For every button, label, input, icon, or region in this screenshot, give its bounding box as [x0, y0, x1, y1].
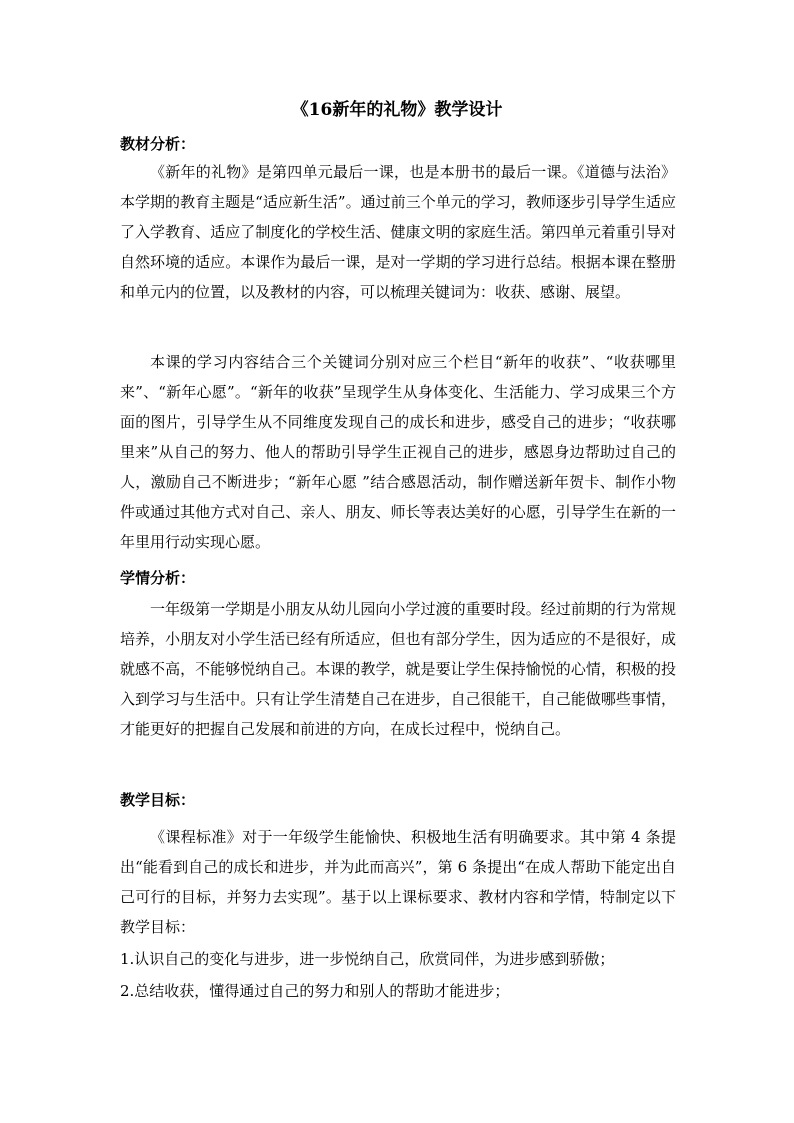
- paragraph-textbook-analysis-2: 本课的学习内容结合三个关键词分别对应三个栏目“新年的收获”、“收获哪里来”、“新年心愿”。“新年的收获”呈现学生从身体变化、生活能力、学习成果三个方面的图片，引导学生从不同维度发现自己的成长和进步，感受自己的进步；“收获哪里来”从自己的努力、他人的帮助引导学生正视自己的进步，感恩身边帮助过自己的人，激励自己不断进步；“新年心愿 ”结合感恩活动，制作赠送新年贺卡、制作小物件或通过其他方式对自己、亲人、朋友、师长等表达美好的心愿，引导学生在新的一年里用行动实现心愿。: [120, 353, 676, 551]
- section-heading-student-analysis: 学情分析：: [120, 569, 196, 587]
- paragraph-textbook-analysis-1: 《新年的礼物》是第四单元最后一课，也是本册书的最后一课。《道德与法治》本学期的教育主题是“适应新生活”。通过前三个单元的学习，教师逐步引导学生适应了入学教育、适应了制度化的学校生活、健康文明的家庭生活。第四单元着重引导对自然环境的适应。本课作为最后一课，是对一学期的学习进行总结。根据本课在整册和单元内的位置，以及教材的内容，可以梳理关键词为：收获、感谢、展望。: [120, 163, 676, 301]
- section-heading-textbook-analysis: 教材分析：: [120, 135, 196, 153]
- paragraph-student-analysis: 一年级第一学期是小朋友从幼儿园向小学过渡的重要时段。经过前期的行为常规培养，小朋友对小学生活已经有所适应，但也有部分学生，因为适应的不是很好，成就感不高，不能够悦纳自己。本课的教学，就是要让学生保持愉悦的心情，积极的投入到学习与生活中。只有让学生清楚自己在进步，自己很能干，自己能做哪些事情，才能更好的把握自己发展和前进的方向，在成长过程中，悦纳自己。: [120, 600, 676, 738]
- section-heading-teaching-objectives: 教学目标：: [120, 791, 196, 809]
- document-title: 《16新年的礼物》教学设计: [291, 100, 503, 120]
- objective-item-2: 2.总结收获，懂得通过自己的努力和别人的帮助才能进步；: [120, 982, 510, 1000]
- objective-item-1: 1.认识自己的变化与进步，进一步悦纳自己，欣赏同伴，为进步感到骄傲；: [120, 950, 615, 968]
- paragraph-teaching-objectives: 《课程标准》对于一年级学生能愉快、积极地生活有明确要求。其中第 4 条提出“能看到自己的成长和进步，并为此而高兴”，第 6 条提出“在成人帮助下能定出自己可行的目标，并努力去实现”。基于以上课标要求、教材内容和学情，特制定以下教学目标：: [120, 828, 676, 936]
